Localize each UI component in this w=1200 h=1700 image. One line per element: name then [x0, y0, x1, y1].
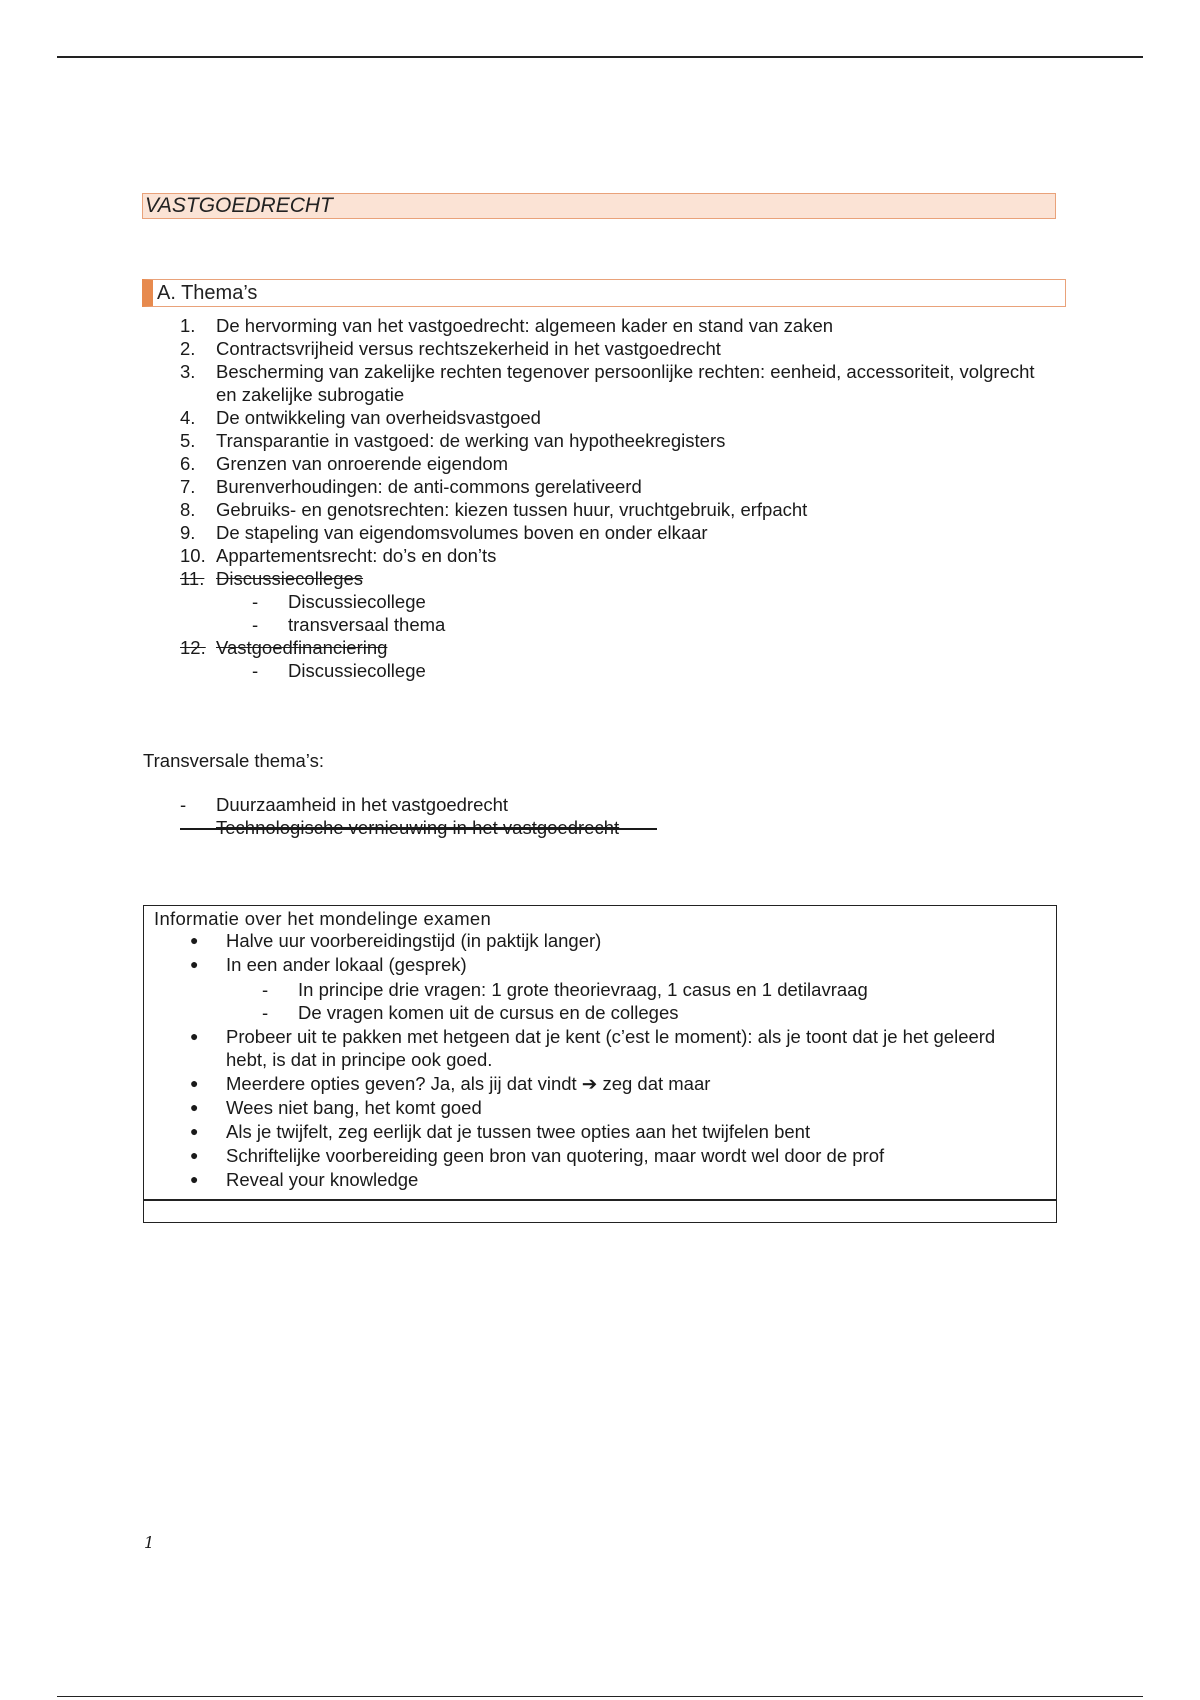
list-text: De stapeling van eigendomsvolumes boven en onder elkaar — [216, 522, 708, 543]
list-text: Gebruiks- en genotsrechten: kiezen tussen huur, vruchtgebruik, erfpacht — [216, 499, 808, 520]
transversal-text: Technologische vernieuwing in het vastgoedrecht — [216, 817, 620, 838]
list-text: Appartementsrecht: do’s en don’ts — [216, 545, 497, 566]
list-number: 5. — [180, 430, 196, 451]
list-text: Burenverhoudingen: de anti-commons gerelativeerd — [216, 476, 642, 497]
sub-list-text: Discussiecollege — [288, 591, 426, 612]
list-number: 3. — [180, 361, 196, 382]
sub-list-text: Discussiecollege — [288, 660, 426, 681]
table-row-divider — [144, 1199, 1056, 1201]
list-text: Bescherming van zakelijke rechten tegenover persoonlijke rechten: eenheid, accessoriteit, volgrecht en zakelijke subrogatie — [216, 361, 1035, 405]
page-number: 1 — [144, 1533, 155, 1552]
list-number: 4. — [180, 407, 196, 428]
list-number: 12. — [180, 637, 206, 658]
list-text: De hervorming van het vastgoedrecht: algemeen kader en stand van zaken — [216, 315, 834, 336]
header-rule — [57, 56, 1143, 58]
bullet-icon: ● — [190, 1099, 199, 1115]
list-number: 6. — [180, 453, 196, 474]
exam-info-heading: Informatie over het mondelinge examen — [154, 908, 492, 929]
bullet-icon: ● — [190, 1123, 199, 1139]
bullet-icon: ● — [190, 1075, 199, 1091]
list-text: De ontwikkeling van overheidsvastgoed — [216, 407, 541, 428]
list-number: 11. — [180, 568, 205, 589]
sub-list-text: transversaal thema — [288, 614, 446, 635]
list-text: Vastgoedfinanciering — [216, 637, 388, 658]
bullet-icon: ● — [190, 1147, 199, 1163]
footer-rule — [57, 1696, 1143, 1697]
list-number: 8. — [180, 499, 196, 520]
exam-info-box: Informatie over het mondelinge examen ● Halve uur voorbereidingstijd (in paktijk langer) ● In een ander lokaal (gesprek) - In principe drie vragen: 1 grote theorievraag, 1 casus en 1 detilavraag - De vragen komen uit de cursus en de colleges ● Probeer uit te pakken met hetgeen dat je kent (c’est le moment): als je toont dat je het geleerd hebt, is dat in principe ook goed. ● Meerdere opties geven? Ja, als jij dat vindt ➔ zeg dat maar ● Wees niet bang, het komt goed ● Als je twijfelt, zeg eerlijk dat je tussen twee opties aan het twijfelen bent ● Schriftelijke voorbereiding geen bron van quotering, maar wordt wel door de prof ● Reveal your knowledge — [143, 905, 1057, 1223]
list-number: 1. — [180, 315, 196, 336]
list-number: 2. — [180, 338, 196, 359]
bullet-icon: ● — [190, 1171, 199, 1187]
section-heading-themas: A. Thema’s — [142, 279, 1066, 307]
list-text: Transparantie in vastgoed: de werking van hypotheekregisters — [216, 430, 726, 451]
transversal-item-struck — [0, 816, 1200, 839]
list-text: Grenzen van onroerende eigendom — [216, 453, 509, 474]
list-number: 9. — [180, 522, 196, 543]
transversal-text: Duurzaamheid in het vastgoedrecht — [216, 794, 509, 815]
dash-marker: - — [180, 794, 187, 815]
transversal-heading: Transversale thema’s: — [143, 750, 324, 771]
list-number: 10. — [180, 545, 206, 566]
list-text: Discussiecolleges — [216, 568, 364, 589]
list-text: Contractsvrijheid versus rechtszekerheid in het vastgoedrecht — [216, 338, 721, 359]
bullet-icon: ● — [190, 932, 199, 948]
bullet-icon: ● — [190, 956, 199, 972]
bullet-icon: ● — [190, 1028, 199, 1044]
list-number: 7. — [180, 476, 196, 497]
document-title: VASTGOEDRECHT — [142, 193, 1056, 219]
